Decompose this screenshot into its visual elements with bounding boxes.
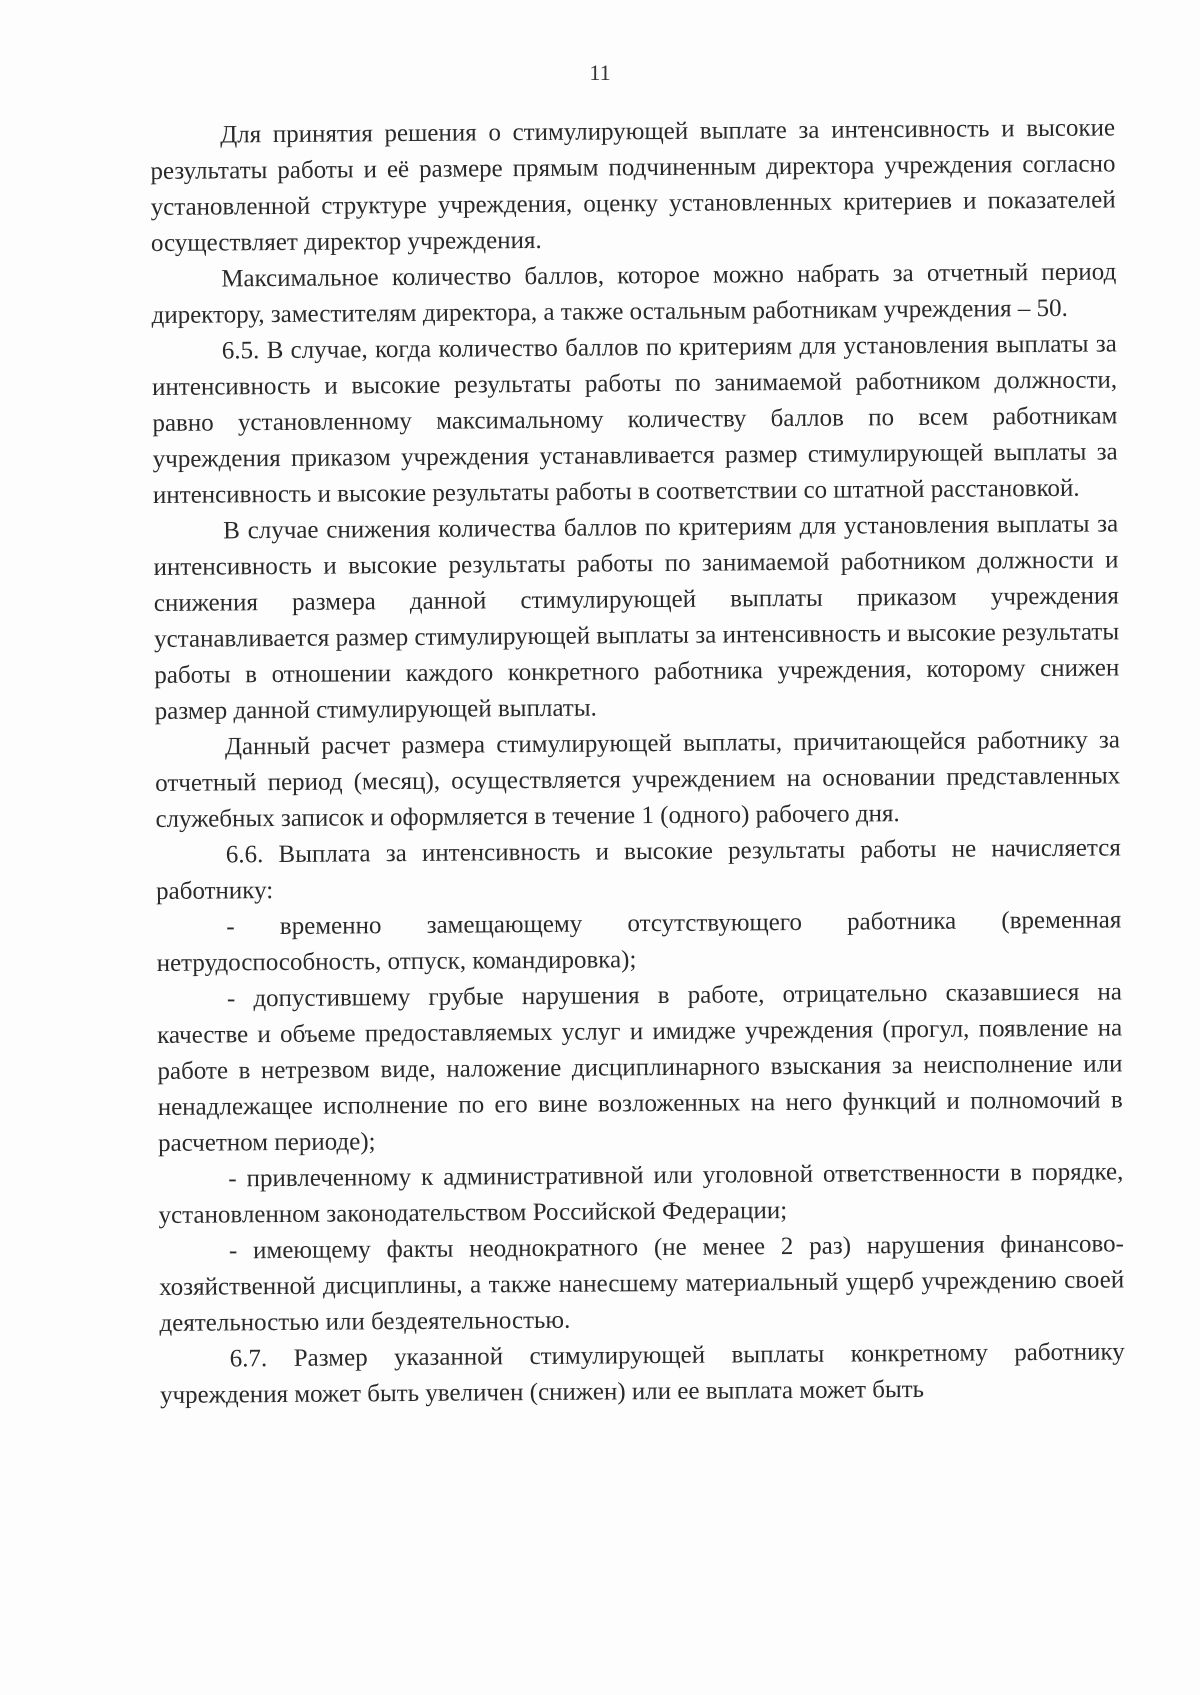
list-item-financial-violations: - имеющему факты неоднократного (не менее 2 раз) нарушения финансово-хозяйственной дисциплины, а также нанесшему материальный ущерб учреждению своей деятельностью или бездеятельностью. (159, 1230, 1125, 1337)
list-item-temporary-replacement: - временно замещающему отсутствующего работника (временная нетрудоспособность, отпуск, командировка); (156, 906, 1122, 977)
page-number: 11 (589, 60, 611, 85)
paragraph-points-reduction: В случае снижения количества баллов по критериям для установления выплаты за интенсивность и высокие результаты работы по занимаемой работником должности и снижения размера данной стимулирующей выплаты приказом учреждения устанавливается размер стимулирующей выплаты за интенсивность и высокие результаты работы в отношении каждого конкретного работника учреждения, которому снижен размер данной стимулирующей выплаты. (153, 510, 1120, 725)
paragraph-max-points: Максимальное количество баллов, которое можно набрать за отчетный период директору, заместителям директора, а также остальным работникам учреждения – 50. (151, 258, 1117, 329)
paragraph-clause-6-5: 6.5. В случае, когда количество баллов по критериям для установления выплаты за интенсивность и высокие результаты работы по занимаемой работником должности, равно установленному максимальному количеству баллов по всем работникам учреждения приказом учреждения устанавливается размер стимулирующей выплаты за интенсивность и высокие результаты работы в соответствии со штатной расстановкой. (152, 330, 1118, 509)
paragraph-decision-procedure: Для принятия решения о стимулирующей выплате за интенсивность и высокие результаты работы и её размере прямым подчиненным директора учреждения согласно установленной структуре учреждения, оценку установленных критериев и показателей осуществляет директор учреждения. (150, 114, 1116, 257)
list-item-liability: - привлеченному к административной или уголовной ответственности в порядке, установленном законодательством Российской Федерации; (158, 1158, 1124, 1229)
document-body (150, 110, 1125, 1414)
list-item-gross-violations: - допустившему грубые нарушения в работе, отрицательно сказавшиеся на качестве и объеме предоставляемых услуг и имидже учреждения (прогул, появление на работе в нетрезвом виде, наложение дисциплинарного взыскания за неисполнение или ненадлежащее исполнение по его вине возложенных на него функций и полномочий в расчетном периоде); (157, 978, 1123, 1157)
paragraph-clause-6-6: 6.6. Выплата за интенсивность и высокие результаты работы не начисляется работнику: (155, 834, 1121, 905)
paragraph-calculation: Данный расчет размера стимулирующей выплаты, причитающейся работнику за отчетный период (месяц), осуществляется учреждением на основании представленных служебных записок и оформляется в течение 1 (одного) рабочего дня. (155, 726, 1121, 833)
paragraph-clause-6-7: 6.7. Размер указанной стимулирующей выплаты конкретному работнику учреждения может быть увеличен (снижен) или ее выплата может быть (159, 1338, 1125, 1409)
